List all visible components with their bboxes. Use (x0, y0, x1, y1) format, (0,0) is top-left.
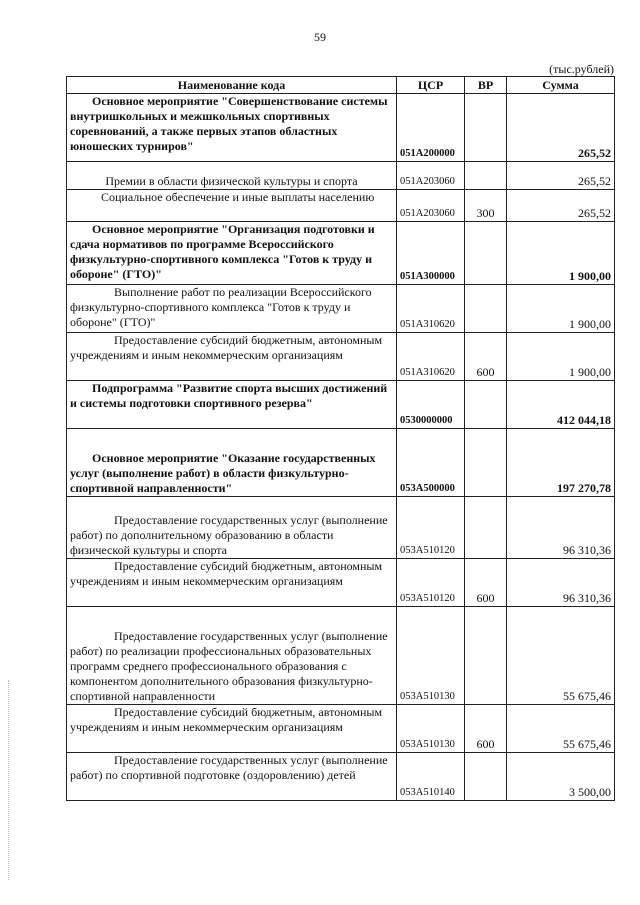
row-name: Основное мероприятие "Организация подготовки и сдача нормативов по программе Всероссийского физкультурно-спортивного комплекса "Готов к труду и обороне" (ГТО)" (67, 222, 397, 285)
row-vr (465, 381, 507, 429)
row-name: Основное мероприятие "Оказание государственных услуг (выполнение работ) в области физкультурно-спортивной направленности" (67, 429, 397, 497)
row-vr (465, 285, 507, 333)
row-vr (465, 162, 507, 190)
header-vr: ВР (465, 77, 507, 94)
table-row (67, 753, 615, 801)
unit-note: (тыс.рублей) (549, 62, 614, 76)
row-name: Социальное обеспечение и иные выплаты населению (67, 190, 397, 222)
row-csr: 053A510130 (397, 607, 465, 705)
table-row (67, 559, 615, 607)
table-row (67, 333, 615, 381)
header-sum: Сумма (507, 77, 615, 94)
row-name: Предоставление субсидий бюджетным, автономным учреждениям и иным некоммерческим организациям (67, 333, 397, 381)
table-row (67, 429, 615, 497)
table-row (67, 162, 615, 190)
row-vr (465, 94, 507, 162)
row-sum: 412 044,18 (507, 381, 615, 429)
row-vr: 600 (465, 559, 507, 607)
row-vr: 600 (465, 333, 507, 381)
row-sum: 265,52 (507, 162, 615, 190)
row-csr: 051A200000 (397, 94, 465, 162)
row-csr: 051A310620 (397, 285, 465, 333)
table-header-row (67, 77, 615, 94)
table-row (67, 222, 615, 285)
row-vr (465, 222, 507, 285)
row-csr: 051A310620 (397, 333, 465, 381)
row-name: Подпрограмма "Развитие спорта высших достижений и системы подготовки спортивного резерва" (67, 381, 397, 429)
row-name: Предоставление государственных услуг (выполнение работ) по спортивной подготовке (оздоровлению) детей (67, 753, 397, 801)
row-name: Предоставление государственных услуг (выполнение работ) по реализации профессиональных образовательных программ среднего профессионального образования с компонентом дополнительного образования физкультурно-спортивной направленности (67, 607, 397, 705)
row-sum: 265,52 (507, 94, 615, 162)
row-csr: 051A300000 (397, 222, 465, 285)
page-number: 59 (314, 30, 326, 44)
row-csr: 053A510120 (397, 497, 465, 559)
table-row (67, 497, 615, 559)
budget-table (66, 76, 615, 801)
row-csr: 053A510140 (397, 753, 465, 801)
row-sum: 265,52 (507, 190, 615, 222)
row-csr: 053A500000 (397, 429, 465, 497)
table-row (67, 285, 615, 333)
row-sum: 96 310,36 (507, 497, 615, 559)
row-vr (465, 497, 507, 559)
row-sum: 1 900,00 (507, 285, 615, 333)
row-csr: 0530000000 (397, 381, 465, 429)
row-sum: 1 900,00 (507, 333, 615, 381)
table-row (67, 705, 615, 753)
scan-edge-mark (8, 680, 10, 880)
row-sum: 55 675,46 (507, 607, 615, 705)
row-name: Предоставление государственных услуг (выполнение работ) по дополнительному образованию в области физической культуры и спорта (67, 497, 397, 559)
row-csr: 053A510130 (397, 705, 465, 753)
row-vr (465, 607, 507, 705)
header-csr: ЦСР (397, 77, 465, 94)
row-csr: 051A203060 (397, 190, 465, 222)
row-vr: 300 (465, 190, 507, 222)
row-sum: 96 310,36 (507, 559, 615, 607)
row-name: Основное мероприятие "Совершенствование системы внутришкольных и межшкольных спортивных соревнований, а также первых этапов областных юношеских турниров" (67, 94, 397, 162)
row-vr: 600 (465, 705, 507, 753)
row-csr: 053A510120 (397, 559, 465, 607)
table-row (67, 190, 615, 222)
row-name: Премии в области физической культуры и спорта (67, 162, 397, 190)
header-name: Наименование кода (67, 77, 397, 94)
row-vr (465, 753, 507, 801)
row-sum: 3 500,00 (507, 753, 615, 801)
row-name: Предоставление субсидий бюджетным, автономным учреждениям и иным некоммерческим организациям (67, 705, 397, 753)
row-sum: 1 900,00 (507, 222, 615, 285)
row-name: Предоставление субсидий бюджетным, автономным учреждениям и иным некоммерческим организациям (67, 559, 397, 607)
row-vr (465, 429, 507, 497)
row-sum: 55 675,46 (507, 705, 615, 753)
row-csr: 051A203060 (397, 162, 465, 190)
table-row (67, 94, 615, 162)
row-name: Выполнение работ по реализации Всероссийского физкультурно-спортивного комплекса "Готов к труду и обороне" (ГТО)" (67, 285, 397, 333)
table-row (67, 381, 615, 429)
row-sum: 197 270,78 (507, 429, 615, 497)
table-row (67, 607, 615, 705)
